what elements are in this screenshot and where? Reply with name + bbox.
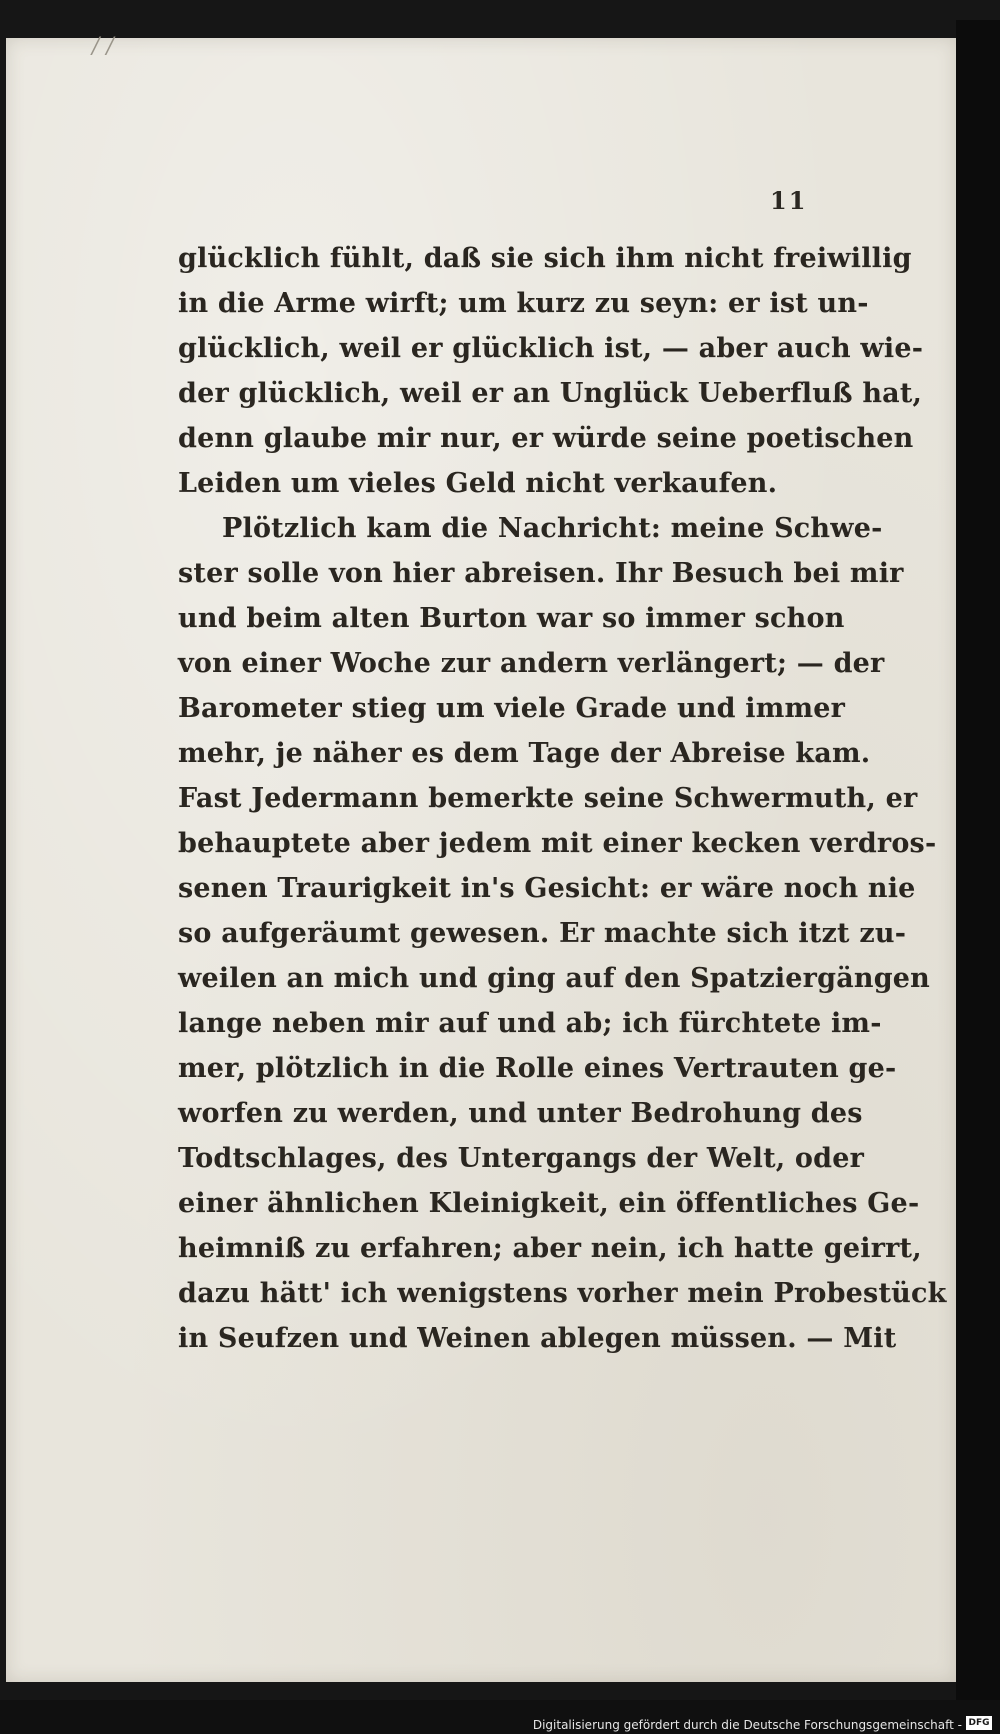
page-number: 11 [770, 186, 808, 215]
text-line: behauptete aber jedem mit einer kecken verdros- [178, 828, 937, 859]
text-line: mer, plötzlich in die Rolle eines Vertrauten ge- [178, 1053, 897, 1084]
pencil-mark: / / [92, 34, 114, 59]
text-line: ster solle von hier abreisen. Ihr Besuch bei mir [178, 558, 904, 589]
text-line: der glücklich, weil er an Unglück Ueberfluß hat, [178, 378, 923, 409]
text-line: lange neben mir auf und ab; ich fürchtete im- [178, 1008, 882, 1039]
text-line: Plötzlich kam die Nachricht: meine Schwe- [222, 513, 883, 544]
text-line: mehr, je näher es dem Tage der Abreise kam. [178, 738, 871, 769]
text-line: so aufgeräumt gewesen. Er machte sich itzt zu- [178, 918, 907, 949]
dfg-logo-icon: DFG [966, 1716, 992, 1730]
text-line: glücklich fühlt, daß sie sich ihm nicht freiwillig [178, 243, 912, 274]
text-line: heimniß zu erfahren; aber nein, ich hatte geirrt, [178, 1233, 922, 1264]
digitization-credit: Digitalisierung gefördert durch die Deutsche Forschungsgemeinschaft - [532, 1718, 962, 1732]
text-line: und beim alten Burton war so immer schon [178, 603, 845, 634]
text-line: von einer Woche zur andern verlängert; — der [178, 648, 885, 679]
page-edge-shadow [956, 20, 1000, 1700]
text-line: einer ähnlichen Kleinigkeit, ein öffentliches Ge- [178, 1188, 920, 1219]
text-line: glücklich, weil er glücklich ist, — aber auch wie- [178, 333, 924, 364]
text-line: weilen an mich und ging auf den Spatziergängen [178, 963, 931, 994]
text-line: dazu hätt' ich wenigstens vorher mein Probestück [178, 1278, 947, 1309]
text-line: Fast Jedermann bemerkte seine Schwermuth, er [178, 783, 918, 814]
text-line: senen Traurigkeit in's Gesicht: er wäre noch nie [178, 873, 916, 904]
text-line: Todtschlages, des Untergangs der Welt, oder [178, 1143, 865, 1174]
text-line: denn glaube mir nur, er würde seine poetischen [178, 423, 914, 454]
text-line: in die Arme wirft; um kurz zu seyn: er ist un- [178, 288, 869, 319]
text-line: Barometer stieg um viele Grade und immer [178, 693, 846, 724]
text-line: worfen zu werden, und unter Bedrohung des [178, 1098, 863, 1129]
text-line: Leiden um vieles Geld nicht verkaufen. [178, 468, 778, 499]
body-text [178, 236, 947, 1361]
text-line: in Seufzen und Weinen ablegen müssen. — Mit [178, 1323, 897, 1354]
